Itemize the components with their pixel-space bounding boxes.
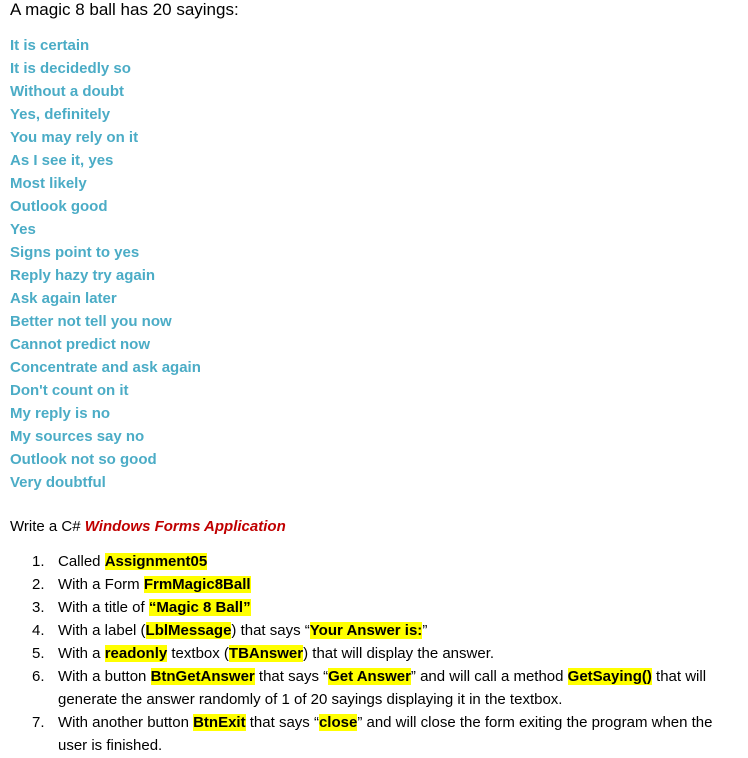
saying-item: Better not tell you now (10, 313, 172, 330)
document-heading: A magic 8 ball has 20 sayings: (10, 0, 239, 19)
saying-item: My sources say no (10, 428, 145, 445)
requirement-item (20, 711, 740, 757)
requirement-text: Called (58, 553, 105, 570)
requirement-text: ) that says “ (231, 622, 310, 639)
requirement-text: ” and will call a method (410, 668, 568, 685)
requirement-text: that says “ (245, 714, 319, 731)
requirement-text: ” (422, 622, 428, 639)
requirements-list (20, 550, 740, 757)
saying-item: As I see it, yes (10, 152, 114, 169)
highlighted-term: FrmMagic8Ball (143, 576, 251, 593)
requirement-number: 7. (32, 714, 45, 731)
requirement-text: With a (58, 645, 105, 662)
saying-item: Concentrate and ask again (10, 359, 201, 376)
requirement-text: With another button (58, 714, 194, 731)
requirement-text: With a button (58, 668, 151, 685)
saying-item: Don't count on it (10, 382, 129, 399)
highlighted-term: readonly (104, 645, 168, 662)
assignment-intro (10, 517, 286, 537)
requirement-item (20, 619, 740, 642)
highlighted-term: BtnGetAnswer (150, 668, 255, 685)
highlighted-term: Get Answer (328, 668, 411, 685)
requirement-text: that will generate the answer randomly of 1 of 20 sayings displaying it in the textbox. (58, 668, 707, 708)
saying-item: Very doubtful (10, 474, 106, 491)
intro-prefix: Write a C# (10, 518, 85, 535)
requirement-item (20, 642, 740, 665)
app-type: Windows Forms Application (84, 518, 286, 535)
saying-item: Ask again later (10, 290, 117, 307)
saying-item: Cannot predict now (10, 336, 150, 353)
saying-item: Signs point to yes (10, 244, 140, 261)
highlighted-term: Assignment05 (104, 553, 208, 570)
requirement-item (20, 550, 740, 573)
requirement-text: ” and will close the form exiting the program when the user is finished. (58, 714, 713, 754)
requirement-item (20, 573, 740, 596)
requirement-text: With a title of (58, 599, 149, 616)
requirement-text: With a label ( (58, 622, 146, 639)
sayings-list (10, 34, 201, 494)
highlighted-term: GetSaying() (567, 668, 652, 685)
saying-item: Reply hazy try again (10, 267, 156, 284)
requirement-text: ) that will display the answer. (303, 645, 495, 662)
saying-item: Yes, definitely (10, 106, 111, 123)
requirement-number: 6. (32, 668, 45, 685)
requirement-text: With a Form (58, 576, 144, 593)
saying-item: My reply is no (10, 405, 111, 422)
highlighted-term: TBAnswer (228, 645, 304, 662)
requirement-number: 4. (32, 622, 45, 639)
saying-item: It is decidedly so (10, 60, 131, 77)
requirement-number: 5. (32, 645, 45, 662)
highlighted-term: LblMessage (145, 622, 232, 639)
requirement-number: 2. (32, 576, 45, 593)
requirement-text: textbox ( (167, 645, 229, 662)
highlighted-term: close (318, 714, 358, 731)
requirement-text: that says “ (254, 668, 329, 685)
saying-item: Without a doubt (10, 83, 124, 100)
saying-item: Outlook good (10, 198, 108, 215)
saying-item: Yes (10, 221, 36, 238)
highlighted-term: BtnExit (193, 714, 246, 731)
saying-item: Outlook not so good (10, 451, 157, 468)
requirement-number: 3. (32, 599, 45, 616)
requirement-item (20, 596, 740, 619)
requirement-item (20, 665, 740, 711)
saying-item: Most likely (10, 175, 87, 192)
saying-item: You may rely on it (10, 129, 139, 146)
highlighted-term: Your Answer is: (309, 622, 423, 639)
requirement-number: 1. (32, 553, 45, 570)
saying-item: It is certain (10, 37, 90, 54)
highlighted-term: “Magic 8 Ball” (148, 599, 251, 616)
